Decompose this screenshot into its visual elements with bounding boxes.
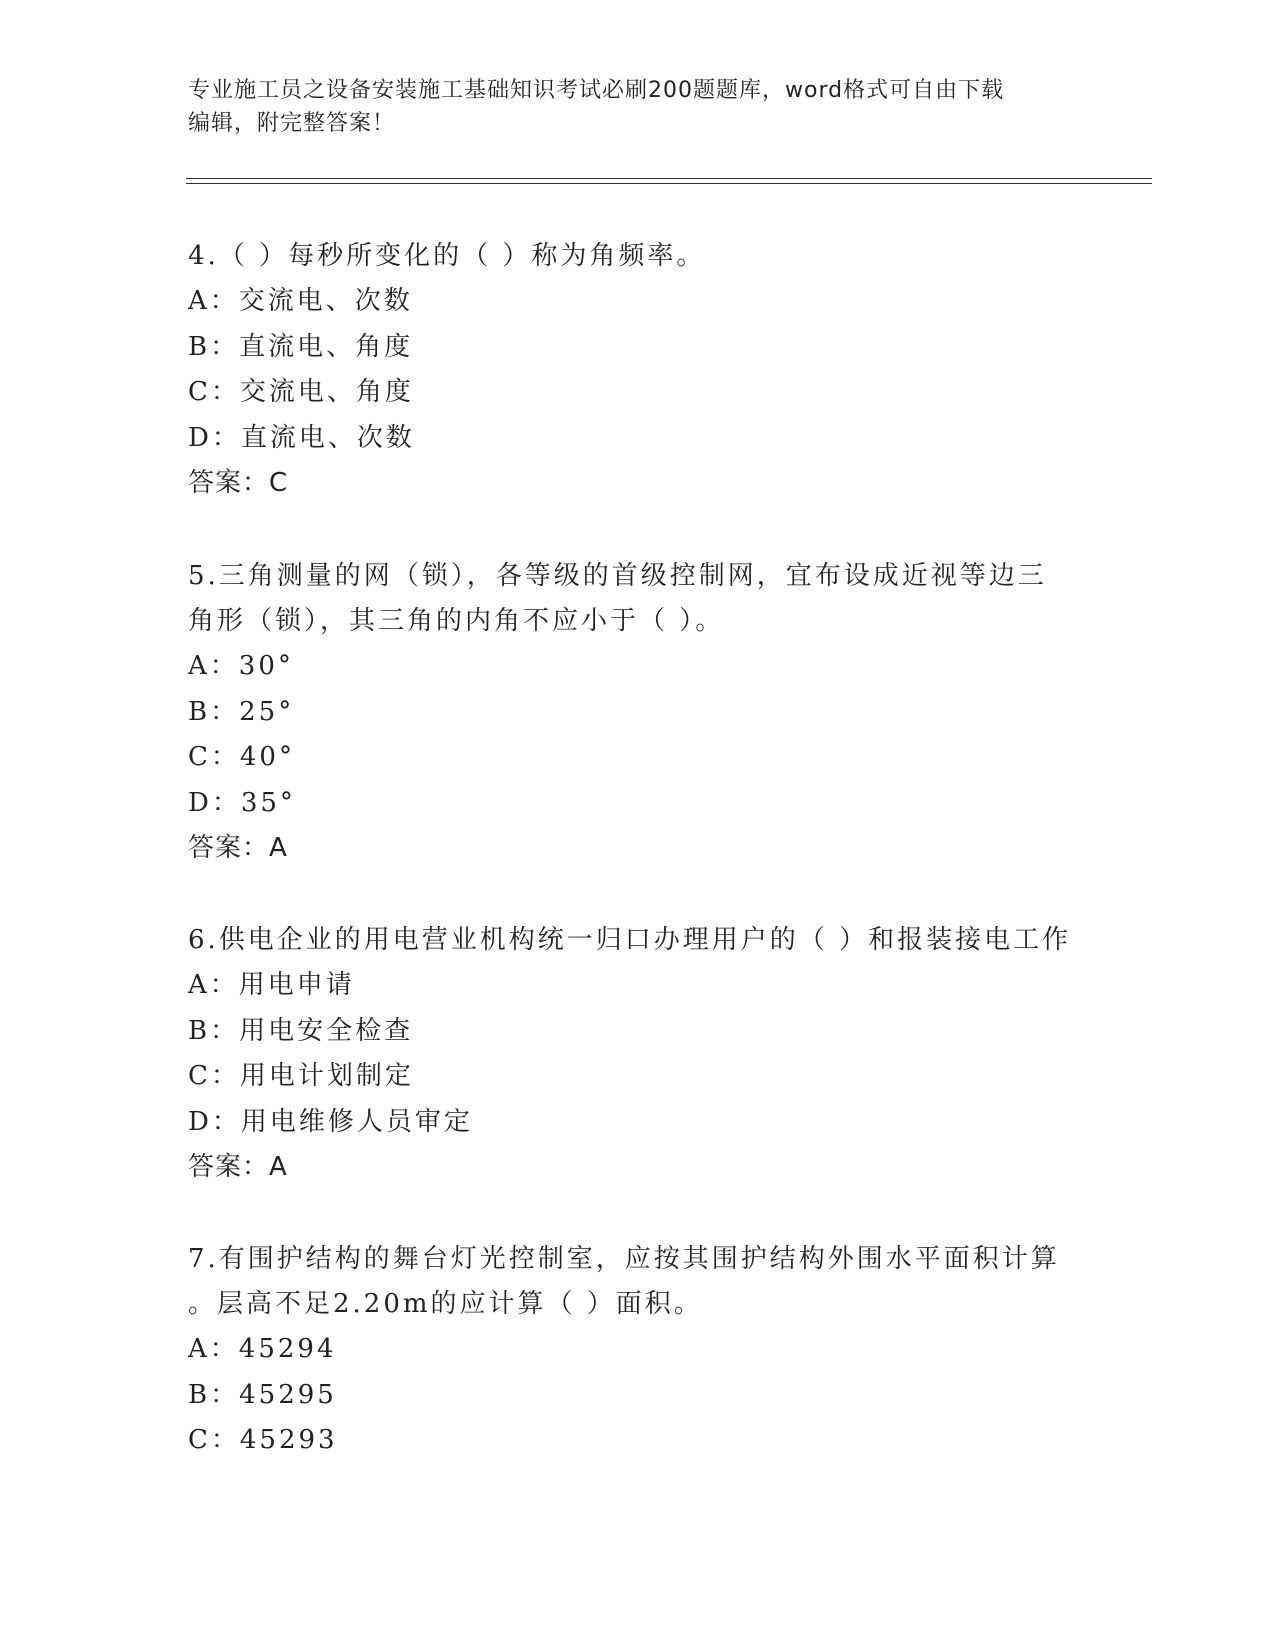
answer: 答案：A	[188, 833, 288, 863]
option-list	[188, 279, 1088, 461]
question-6	[188, 918, 1088, 1190]
question-text-line: 角形（锁），其三角的内角不应小于（ ）。	[188, 606, 725, 636]
option-c: C：40°	[188, 742, 295, 772]
question-text	[188, 234, 1088, 279]
option-a: A：45294	[188, 1334, 337, 1364]
question-text-line: 4.（ ）每秒所变化的（ ）称为角频率。	[188, 241, 706, 271]
answer: 答案：C	[188, 468, 289, 498]
header-divider-bottom	[186, 183, 1152, 184]
question-text-line: 5.三角测量的网（锁），各等级的首级控制网，宜布设成近视等边三	[188, 561, 1047, 591]
option-d: D：直流电、次数	[188, 422, 415, 453]
option-c: C：用电计划制定	[188, 1061, 414, 1091]
answer: 答案：A	[188, 1152, 288, 1182]
option-list	[188, 644, 1088, 826]
question-7	[188, 1237, 1088, 1464]
question-4	[188, 234, 1088, 506]
question-text-line: 。层高不足2.20m的应计算（ ）面积。	[188, 1289, 703, 1319]
document-header	[188, 74, 1088, 140]
option-c: C：45293	[188, 1425, 338, 1455]
option-b: B：直流电、角度	[188, 331, 414, 362]
option-a: A：30°	[188, 651, 294, 681]
header-line-2: 编辑，附完整答案！	[188, 111, 396, 136]
option-list	[188, 1327, 1088, 1464]
option-a: A：用电申请	[188, 970, 355, 1000]
question-text	[188, 1237, 1088, 1327]
option-d: D：35°	[188, 787, 296, 818]
option-b: B：45295	[188, 1379, 337, 1410]
question-text	[188, 918, 1088, 963]
option-d: D：用电维修人员审定	[188, 1106, 473, 1137]
option-b: B：25°	[188, 696, 295, 727]
option-list	[188, 963, 1088, 1145]
header-divider-top	[186, 178, 1152, 179]
question-text	[188, 554, 1088, 644]
question-text-line: 6.供电企业的用电营业机构统一归口办理用户的（ ）和报装接电工作	[188, 925, 1072, 955]
question-text-line: 7.有围护结构的舞台灯光控制室，应按其围护结构外围水平面积计算	[188, 1244, 1060, 1274]
header-line-1: 专业施工员之设备安装施工基础知识考试必刷200题题库，word格式可自由下载	[188, 78, 1005, 103]
question-5	[188, 554, 1088, 871]
option-b: B：用电安全检查	[188, 1015, 414, 1046]
option-a: A：交流电、次数	[188, 286, 413, 316]
option-c: C：交流电、角度	[188, 377, 414, 407]
